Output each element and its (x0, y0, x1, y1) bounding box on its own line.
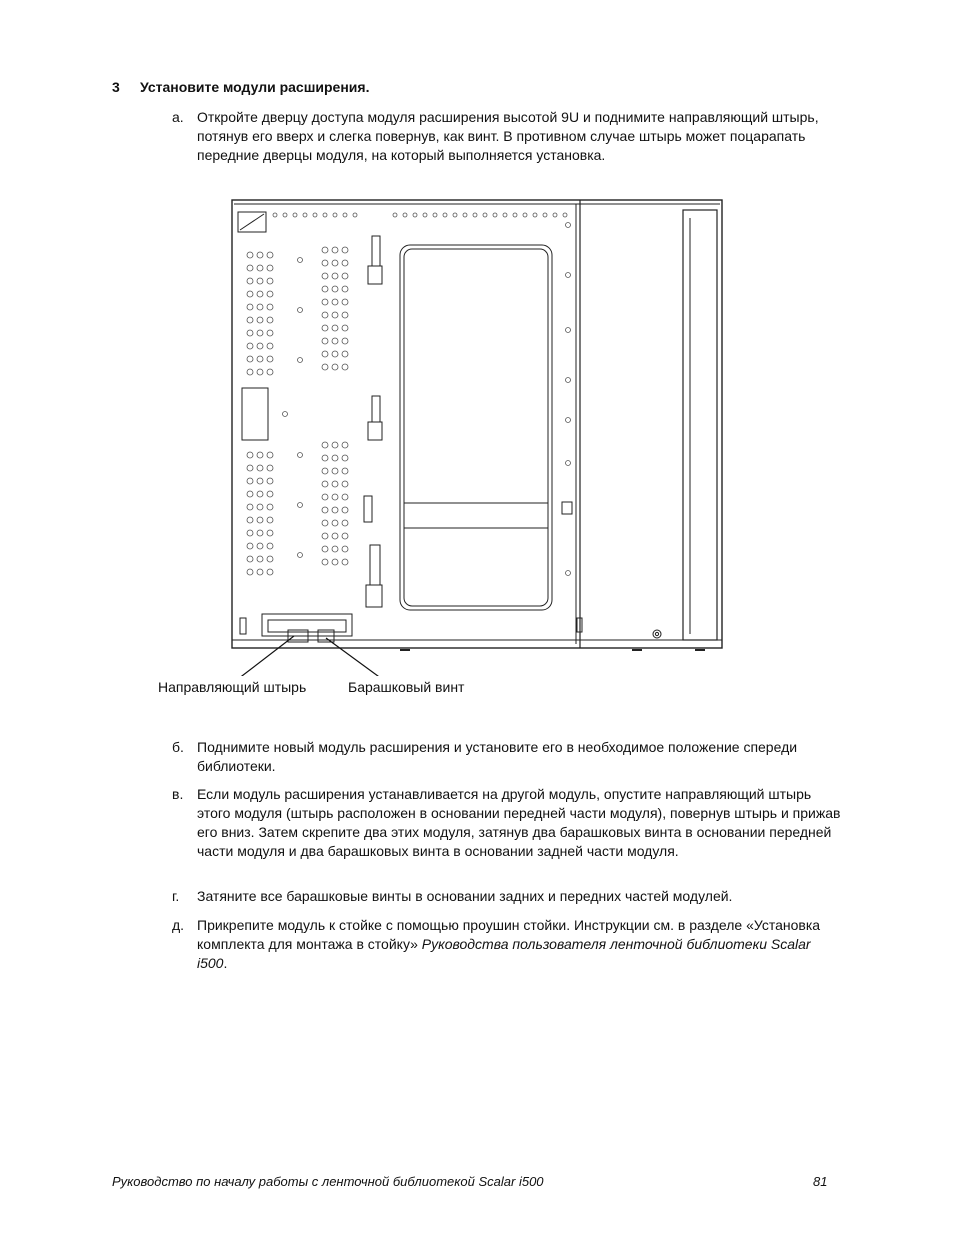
step-title: Установите модули расширения. (140, 79, 370, 95)
callout-thumb-screw: Барашковый винт (348, 679, 465, 695)
expansion-module-figure (150, 196, 740, 676)
list-item-text: Затяните все барашковые винты в основании задних и передних частей модулей. (197, 888, 733, 904)
manual-reference: Руководства пользователя ленточной библиотеки Scalar i500 (197, 936, 811, 971)
list-item-text-end: . (223, 955, 228, 971)
list-item-text-plain: Прикрепите модуль к стойке с помощью проушин стойки. Инструкции см. в разделе «Установка комплекта для монтажа в стойку» (197, 917, 821, 952)
list-item-b (172, 738, 844, 776)
list-marker: д. (172, 917, 185, 933)
step-heading (112, 79, 369, 95)
footer-title: Руководство по началу работы с ленточной библиотекой Scalar i500 (112, 1174, 544, 1189)
page-number: 81 (813, 1174, 828, 1189)
list-item-text (197, 916, 844, 973)
list-marker: г. (172, 888, 180, 904)
list-item-text: Поднимите новый модуль расширения и установите его в необходимое положение спереди библиотеки. (197, 739, 798, 774)
list-marker: в. (172, 786, 184, 802)
list-item-d (172, 916, 844, 973)
callout-guide-pin: Направляющий штырь (158, 679, 307, 695)
list-marker: a. (172, 109, 184, 125)
list-item-text: Откройте дверцу доступа модуля расширения высотой 9U и поднимите направляющий штырь, потянув его вверх и слегка повернув, как винт. В противном случае штырь может поцарапать передние дверцы модуля, на который выполняется установка. (197, 109, 819, 163)
list-item-a (172, 108, 844, 165)
list-item-v (172, 785, 844, 861)
step-number: 3 (112, 79, 120, 95)
list-item-g (172, 887, 844, 906)
list-marker: б. (172, 739, 184, 755)
list-item-text: Если модуль расширения устанавливается на другой модуль, опустите направляющий штырь этого модуля (штырь расположен в основании передней части модуля), повернув штырь и прижав его вниз. Затем скрепите два этих модуля, затянув два барашковых винта в основании передней части модуля и два барашковых винта в основании задней части модуля. (197, 786, 841, 859)
